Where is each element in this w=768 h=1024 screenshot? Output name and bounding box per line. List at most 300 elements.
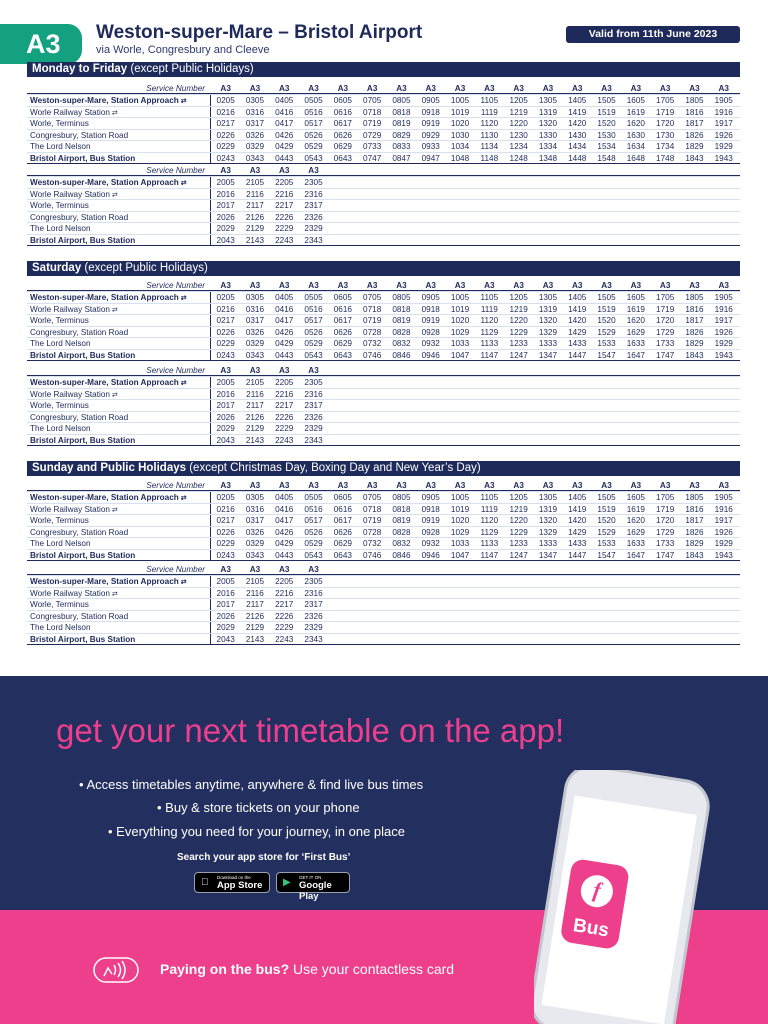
time-cell: 2129	[245, 424, 265, 433]
valid-from-badge: Valid from 11th June 2023	[566, 26, 740, 43]
time-cell: 1917	[714, 119, 733, 128]
time-cell: 1420	[568, 516, 587, 525]
stop-name	[30, 235, 208, 247]
time-cell: 2326	[304, 212, 323, 222]
time-cell: 0443	[275, 153, 294, 163]
time-cell: 1019	[450, 304, 470, 314]
service-number: A3	[249, 366, 261, 375]
stop-name-text: Congresbury, Station Road	[30, 130, 129, 140]
service-number: A3	[279, 481, 290, 490]
app-store-button[interactable]	[194, 872, 270, 893]
table-row	[27, 633, 740, 645]
table-row	[27, 140, 740, 152]
service-number-row	[27, 281, 740, 291]
time-cell: 2126	[245, 412, 265, 422]
time-cell: 1705	[656, 293, 675, 302]
time-cell: 0626	[333, 327, 352, 337]
service-number: A3	[366, 281, 378, 290]
time-cell: 1629	[626, 327, 645, 337]
time-cell: 1905	[714, 96, 733, 105]
time-cell: 0932	[421, 339, 440, 348]
time-cell: 2205	[275, 178, 294, 187]
table-row	[27, 411, 740, 423]
time-cell: 1826	[685, 130, 704, 140]
rail-icon: ⇄	[109, 306, 118, 314]
time-cell: 1929	[714, 339, 733, 348]
table-row	[27, 106, 740, 118]
time-cell: 2216	[275, 588, 294, 598]
search-app-store-text: Search your app store for ‘First Bus’	[177, 852, 351, 863]
service-number: A3	[425, 84, 436, 93]
service-number-row	[27, 481, 740, 491]
google-play-label: Google Play	[299, 880, 332, 902]
timetable-body	[27, 575, 740, 645]
service-number: A3	[220, 366, 231, 375]
time-cell: 2017	[216, 600, 235, 609]
time-cell: 1029	[450, 327, 470, 337]
time-cell: 2243	[275, 435, 294, 445]
time-cell: 1917	[714, 316, 733, 325]
rail-icon: ⇄	[109, 191, 118, 199]
time-cell: 2117	[246, 401, 264, 410]
time-cell: 1234	[509, 142, 528, 151]
time-cell: 0229	[216, 539, 235, 548]
time-cell: 1420	[568, 119, 587, 128]
time-cells	[211, 527, 740, 538]
time-cell: 0405	[275, 293, 294, 302]
time-cell: 1429	[568, 327, 587, 337]
time-cell: 1529	[597, 527, 616, 537]
apple-icon	[201, 877, 209, 888]
time-cell: 0718	[363, 504, 382, 514]
time-cells	[211, 435, 740, 446]
time-cell: 1748	[656, 153, 675, 163]
stop-name-text: Bristol Airport, Bus Station	[30, 235, 136, 245]
time-cell: 2205	[275, 577, 294, 586]
stop-name-text: Weston-super-Mare, Station Approach	[30, 378, 179, 387]
time-cell: 1943	[714, 350, 733, 360]
time-cell: 1534	[597, 142, 616, 151]
table-row	[27, 188, 740, 200]
service-number-cells	[211, 281, 740, 290]
time-cell: 0317	[245, 516, 265, 525]
service-number-cells	[211, 166, 740, 175]
time-cells	[211, 338, 740, 349]
section-title: Monday to Friday	[32, 63, 128, 75]
time-cell: 0229	[216, 142, 235, 151]
time-cell: 1533	[597, 539, 616, 548]
time-cells	[211, 599, 740, 610]
table-row	[27, 610, 740, 622]
timetable-block	[27, 565, 740, 645]
time-cell: 1929	[714, 539, 733, 548]
time-cell: 1048	[450, 153, 470, 163]
service-number: A3	[454, 281, 466, 290]
time-cell: 0832	[392, 539, 411, 548]
time-cells	[211, 153, 740, 164]
time-cell: 1816	[685, 504, 704, 514]
time-cell: 0426	[275, 527, 294, 537]
rail-icon: ⇄	[178, 495, 187, 502]
service-number: A3	[484, 281, 495, 290]
time-cell: 0932	[421, 539, 440, 548]
service-number: A3	[220, 565, 231, 574]
time-cell: 0326	[245, 130, 265, 140]
time-cell: 0416	[275, 107, 294, 117]
stop-name-text: The Lord Nelson	[30, 224, 91, 233]
stop-name-text: The Lord Nelson	[30, 424, 91, 433]
time-cell: 0217	[216, 119, 235, 128]
time-cell: 0626	[333, 130, 352, 140]
service-number: A3	[718, 281, 729, 290]
time-cell: 1419	[568, 504, 587, 514]
rail-icon: ⇄	[178, 295, 187, 302]
app-store-label: App Store	[217, 880, 263, 891]
time-cell: 0929	[421, 130, 440, 140]
time-cells	[211, 200, 740, 211]
time-cell: 2317	[304, 401, 323, 410]
time-cell: 0216	[216, 304, 235, 314]
time-cell: 1030	[450, 130, 470, 140]
time-cell: 0616	[333, 107, 352, 117]
time-cell: 1747	[656, 350, 675, 360]
time-cell: 1220	[509, 119, 528, 128]
time-cell: 0517	[304, 516, 323, 525]
time-cell: 1519	[597, 304, 616, 314]
time-cell: 0543	[304, 350, 323, 360]
time-cell: 1926	[714, 527, 733, 537]
time-cell: 1019	[450, 107, 470, 117]
service-number: A3	[279, 281, 290, 290]
time-cell: 0605	[333, 493, 352, 502]
promo-bullet: • Buy & store tickets on your phone	[157, 800, 360, 815]
time-cell: 1843	[685, 350, 704, 360]
time-cell: 1733	[656, 539, 675, 548]
time-cell: 1619	[626, 504, 645, 514]
stop-name	[30, 435, 208, 447]
time-cell: 2017	[216, 201, 235, 210]
time-cells	[211, 588, 740, 599]
section-title: Saturday	[32, 262, 82, 274]
time-cell: 0732	[363, 539, 382, 548]
time-cell: 1430	[568, 130, 587, 140]
time-cell: 0746	[363, 350, 382, 360]
stop-name-text: The Lord Nelson	[30, 339, 91, 348]
time-cell: 1119	[480, 304, 498, 314]
time-cell: 1505	[597, 493, 616, 502]
service-number-label: Service Number	[146, 281, 205, 290]
service-number: A3	[542, 481, 554, 490]
time-cell: 1020	[450, 119, 470, 128]
time-cells	[211, 107, 740, 118]
time-cell: 1719	[656, 304, 675, 314]
time-cell: 1747	[656, 550, 675, 560]
time-cell: 0643	[333, 350, 352, 360]
service-number: A3	[249, 84, 261, 93]
service-number: A3	[454, 84, 466, 93]
stop-name-text: Worle, Terminus	[30, 119, 89, 128]
time-cells	[211, 576, 740, 587]
table-row	[27, 491, 740, 503]
time-cell: 1520	[597, 316, 616, 325]
time-cell: 0729	[363, 130, 382, 140]
time-cell: 2343	[304, 235, 323, 245]
service-number-row	[27, 166, 740, 176]
time-cell: 0919	[421, 316, 440, 325]
time-cell: 2226	[275, 611, 294, 621]
time-cell: 2016	[216, 189, 235, 199]
time-cell: 2229	[275, 623, 294, 632]
time-cell: 2016	[216, 588, 235, 598]
service-number: A3	[601, 481, 612, 490]
service-number: A3	[484, 84, 495, 93]
time-cell: 1926	[714, 327, 733, 337]
time-cell: 0205	[216, 493, 235, 502]
time-cell: 0526	[304, 130, 323, 140]
service-number: A3	[542, 281, 554, 290]
time-cell: 1734	[656, 142, 675, 151]
time-cell: 2316	[304, 389, 323, 399]
time-cell: 1420	[568, 316, 587, 325]
time-cell: 1705	[656, 96, 675, 105]
service-number: A3	[689, 281, 700, 290]
service-number: A3	[572, 481, 583, 490]
route-title: Weston-super-Mare – Bristol Airport	[96, 22, 423, 43]
time-cell: 0516	[304, 107, 323, 117]
stop-name-text: Weston-super-Mare, Station Approach	[30, 178, 179, 187]
service-number: A3	[308, 565, 319, 574]
time-cell: 2317	[304, 600, 323, 609]
time-cell: 1229	[509, 327, 528, 337]
time-cell: 1320	[538, 119, 558, 128]
time-cells	[211, 141, 740, 152]
time-cell: 1019	[450, 504, 470, 514]
time-cell: 0329	[245, 539, 265, 548]
time-cell: 1220	[509, 316, 528, 325]
time-cell: 0443	[275, 550, 294, 560]
time-cell: 1548	[597, 153, 616, 163]
service-number: A3	[337, 281, 349, 290]
service-number: A3	[601, 84, 612, 93]
table-row	[27, 514, 740, 526]
service-number: A3	[337, 481, 349, 490]
time-cell: 0818	[392, 107, 411, 117]
time-cell: 1730	[656, 130, 675, 140]
stop-name	[30, 550, 208, 562]
time-cell: 0643	[333, 153, 352, 163]
service-number: A3	[308, 481, 319, 490]
time-cell: 0505	[304, 293, 323, 302]
stop-name-text: Congresbury, Station Road	[30, 412, 129, 422]
rail-icon: ⇄	[109, 109, 118, 117]
service-number: A3	[249, 166, 261, 175]
time-cell: 1943	[714, 153, 733, 163]
time-cell: 1129	[480, 327, 499, 337]
service-number: A3	[308, 84, 319, 93]
time-cell: 0905	[421, 96, 440, 105]
section-subtitle: (except Public Holidays)	[84, 262, 208, 274]
time-cell: 0643	[333, 550, 352, 560]
time-cell: 2305	[304, 178, 323, 187]
time-cell: 1105	[480, 493, 499, 502]
time-cell: 1029	[450, 527, 470, 537]
time-cells	[211, 423, 740, 434]
time-cell: 1829	[685, 142, 704, 151]
time-cell: 1805	[685, 96, 704, 105]
service-number: A3	[308, 281, 319, 290]
service-number: A3	[337, 84, 349, 93]
time-cell: 2129	[245, 224, 265, 233]
time-cell: 2116	[246, 189, 264, 199]
time-cell: 0905	[421, 293, 440, 302]
time-cells	[211, 504, 740, 515]
service-number: A3	[366, 84, 378, 93]
time-cells	[211, 515, 740, 526]
time-cell: 1916	[714, 107, 733, 117]
time-cell: 0326	[245, 527, 265, 537]
time-cell: 0305	[245, 96, 265, 105]
time-cell: 0918	[421, 304, 440, 314]
time-cell: 0226	[216, 527, 235, 537]
time-cell: 1248	[509, 153, 528, 163]
stop-name-text: Bristol Airport, Bus Station	[30, 153, 136, 163]
rail-icon: ⇄	[178, 579, 187, 586]
time-cell: 0417	[275, 316, 294, 325]
time-cell: 1330	[538, 130, 558, 140]
time-cell: 1005	[450, 96, 470, 105]
time-cell: 2343	[304, 634, 323, 644]
time-cell: 2017	[216, 401, 235, 410]
app-logo-text: Bus	[571, 915, 611, 942]
time-cell: 1917	[714, 516, 733, 525]
stop-name-text: Congresbury, Station Road	[30, 212, 129, 222]
time-cell: 1205	[509, 96, 528, 105]
time-cell: 1620	[626, 516, 645, 525]
stop-name-text: Weston-super-Mare, Station Approach	[30, 96, 179, 105]
time-cell: 1434	[568, 142, 587, 151]
time-cell: 0305	[245, 493, 265, 502]
time-cell: 1148	[480, 153, 499, 163]
time-cell: 1619	[626, 304, 645, 314]
time-cell: 1447	[568, 350, 587, 360]
time-cell: 0343	[245, 550, 265, 560]
time-cell: 2043	[216, 435, 235, 445]
time-cell: 1247	[509, 350, 528, 360]
service-number-row	[27, 84, 740, 94]
time-cell: 0705	[363, 293, 382, 302]
time-cell: 0305	[245, 293, 265, 302]
time-cell: 0526	[304, 527, 323, 537]
time-cell: 1519	[597, 107, 616, 117]
time-cell: 1348	[538, 153, 558, 163]
time-cell: 0426	[275, 130, 294, 140]
time-cell: 1433	[568, 539, 587, 548]
time-cell: 0629	[333, 539, 352, 548]
time-cell: 1817	[685, 119, 704, 128]
google-play-button[interactable]	[276, 872, 350, 902]
time-cell: 1220	[509, 516, 528, 525]
time-cell: 1305	[538, 493, 558, 502]
time-cell: 2129	[245, 623, 265, 632]
time-cell: 0946	[421, 350, 440, 360]
service-number: A3	[220, 166, 231, 175]
service-number: A3	[425, 481, 436, 490]
service-number: A3	[484, 481, 495, 490]
phone-illustration	[534, 770, 734, 1024]
time-cell: 1926	[714, 130, 733, 140]
time-cell: 1633	[626, 539, 645, 548]
time-cell: 2143	[245, 634, 265, 644]
time-cell: 2205	[275, 378, 294, 387]
time-cell: 2329	[304, 224, 323, 233]
time-cells	[211, 177, 740, 188]
time-cell: 1419	[568, 107, 587, 117]
time-cell: 1020	[450, 516, 470, 525]
time-cell: 2117	[246, 201, 264, 210]
time-cell: 2116	[246, 588, 264, 598]
time-cell: 0529	[304, 339, 323, 348]
time-cell: 0326	[245, 327, 265, 337]
time-cell: 2229	[275, 424, 294, 433]
route-via: via Worle, Congresbury and Cleeve	[96, 44, 270, 56]
stop-name-text: Worle Railway Station	[30, 107, 110, 117]
service-number-label: Service Number	[146, 84, 205, 93]
table-row	[27, 422, 740, 434]
time-cell: 0819	[392, 316, 411, 325]
time-cell: 2043	[216, 235, 235, 245]
time-cell: 1347	[538, 350, 558, 360]
time-cell: 2029	[216, 224, 235, 233]
time-cell: 1520	[597, 119, 616, 128]
time-cell: 2105	[245, 178, 265, 187]
stop-name-text: The Lord Nelson	[30, 142, 91, 151]
time-cell: 1605	[626, 293, 645, 302]
time-cell: 0505	[304, 493, 323, 502]
time-cell: 1405	[568, 293, 587, 302]
time-cell: 0429	[275, 142, 294, 151]
time-cell: 0818	[392, 304, 411, 314]
table-row	[27, 388, 740, 400]
time-cell: 0416	[275, 304, 294, 314]
time-cell: 2116	[246, 389, 264, 399]
time-cell: 0616	[333, 504, 352, 514]
time-cell: 1230	[509, 130, 528, 140]
time-cell: 1405	[568, 96, 587, 105]
time-cell: 0846	[392, 350, 411, 360]
time-cell: 1020	[450, 316, 470, 325]
service-number: A3	[279, 366, 290, 375]
time-cell: 1829	[685, 339, 704, 348]
time-cell: 2005	[216, 378, 235, 387]
time-cell: 2105	[245, 577, 265, 586]
time-cell: 1120	[480, 516, 499, 525]
timetable-body	[27, 94, 740, 164]
table-row	[27, 326, 740, 338]
time-cells	[211, 292, 740, 303]
table-row	[27, 621, 740, 633]
timetable-body	[27, 291, 740, 361]
time-cell: 2105	[245, 378, 265, 387]
time-cell: 1205	[509, 293, 528, 302]
time-cell: 0905	[421, 493, 440, 502]
time-cell: 0733	[363, 142, 382, 151]
time-cells	[211, 550, 740, 561]
time-cell: 0417	[275, 119, 294, 128]
time-cell: 1720	[656, 516, 675, 525]
time-cell: 1826	[685, 327, 704, 337]
time-cell: 2217	[275, 401, 294, 410]
time-cell: 0805	[392, 493, 411, 502]
